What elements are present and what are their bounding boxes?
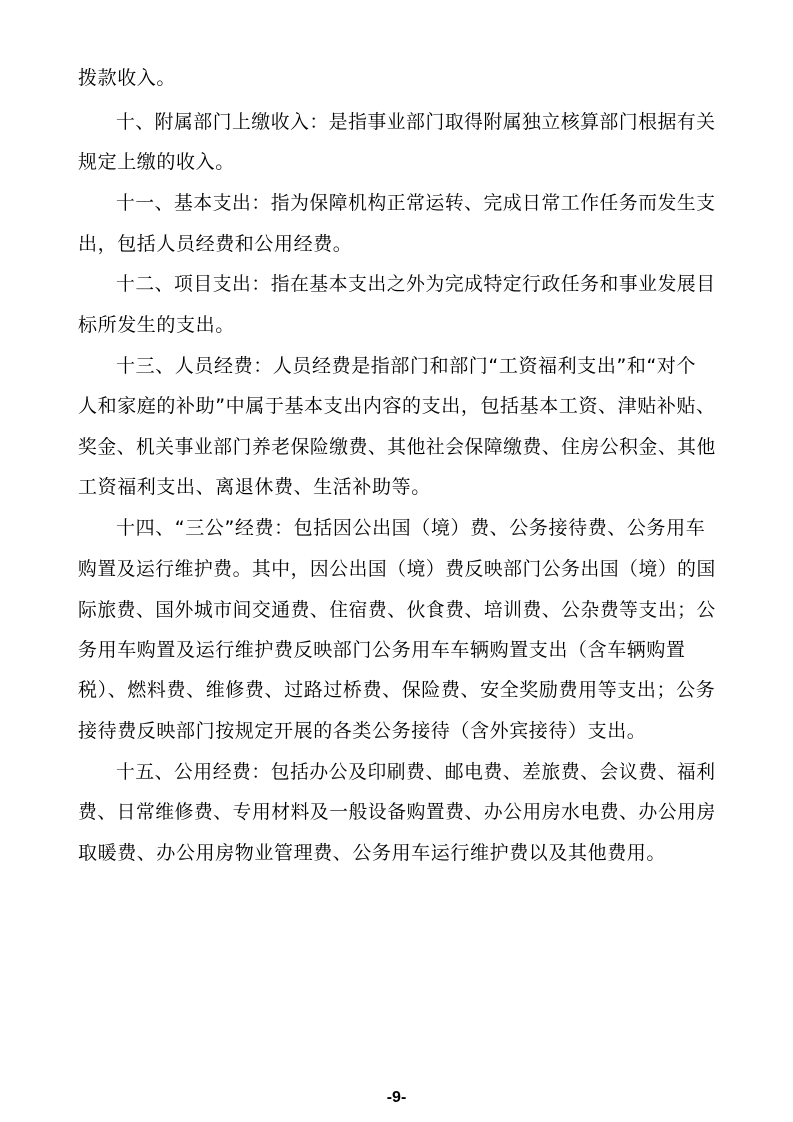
text-line-12: 十四、“三公”经费：包括因公出国（境）费、公务接待费、公务用车: [116, 517, 706, 539]
text-line-5: 出，包括人员经费和公用经费。: [78, 233, 353, 255]
text-line-18: 十五、公用经费：包括办公及印刷费、邮电费、差旅费、会议费、福利: [116, 761, 716, 783]
text-line-2: 十、附属部门上缴收入：是指事业部门取得附属独立核算部门根据有关: [116, 111, 716, 133]
text-line-6: 十二、项目支出：指在基本支出之外为完成特定行政任务和事业发展目: [116, 273, 716, 295]
text-line-19: 费、日常维修费、专用材料及一般设备购置费、办公用房水电费、办公用房: [78, 801, 716, 823]
text-line-1: 拨款收入。: [78, 67, 177, 89]
text-line-11: 工资福利支出、离退休费、生活补助等。: [78, 476, 431, 498]
text-line-17: 接待费反映部门按规定开展的各类公务接待（含外宾接待）支出。: [78, 720, 647, 742]
text-line-15: 务用车购置及运行维护费反映部门公务用车车辆购置支出（含车辆购置: [78, 639, 686, 661]
text-line-20: 取暖费、办公用房物业管理费、公务用车运行维护费以及其他费用。: [78, 842, 667, 864]
text-line-8: 十三、人员经费：人员经费是指部门和部门“工资福利支出”和“对个: [116, 355, 697, 377]
text-line-9: 人和家庭的补助”中属于基本支出内容的支出，包括基本工资、津贴补贴、: [78, 395, 716, 417]
text-line-16: 税）、燃料费、维修费、过路过桥费、保险费、安全奖励费用等支出；公务: [78, 679, 716, 701]
text-line-3: 规定上缴的收入。: [78, 151, 235, 173]
text-line-7: 标所发生的支出。: [78, 314, 235, 336]
text-line-10: 奖金、机关事业部门养老保险缴费、其他社会保障缴费、住房公积金、其他: [78, 436, 716, 458]
text-line-4: 十一、基本支出：指为保障机构正常运转、完成日常工作任务而发生支: [116, 192, 716, 214]
page-number: -9-: [386, 1089, 407, 1106]
text-line-13: 购置及运行维护费。其中，因公出国（境）费反映部门公务出国（境）的国: [78, 558, 716, 580]
text-line-14: 际旅费、国外城市间交通费、住宿费、伙食费、培训费、公杂费等支出；公: [78, 599, 716, 621]
